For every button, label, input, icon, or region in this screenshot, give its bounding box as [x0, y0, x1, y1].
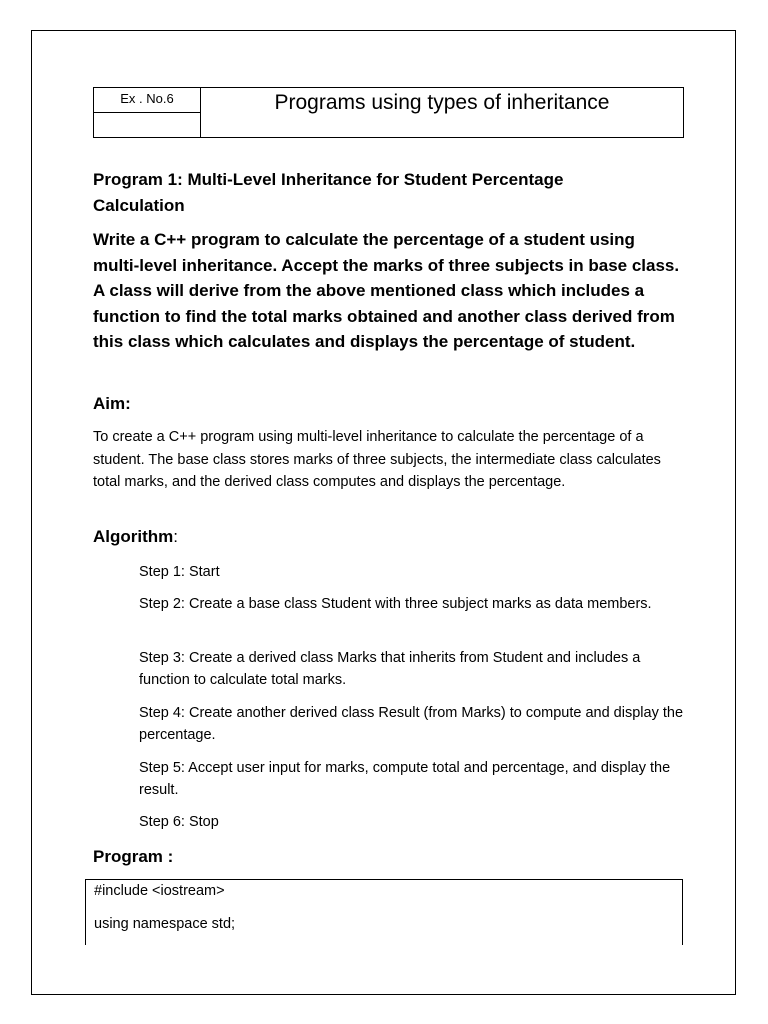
code-line: #include <iostream> — [94, 883, 225, 899]
algorithm-heading-label: Algorithm — [93, 527, 174, 546]
algorithm-step: Step 4: Create another derived class Result (from Marks) to compute and display the percentage. — [139, 705, 684, 743]
algorithm-step: Step 1: Start — [139, 564, 220, 580]
exercise-title: Programs using types of inheritance — [274, 91, 610, 114]
algorithm-heading — [93, 525, 178, 549]
task-description: Write a C++ program to calculate the percentage of a student using multi-level inheritance. Accept the marks of three subjects in base class. A class will derive from the above mentioned class which includes a function to find the total marks obtained and another class derived from this class which calculates and displays the percentage of student. — [93, 230, 680, 352]
program-heading: Program : — [93, 847, 174, 866]
exercise-header-table — [93, 87, 684, 138]
algorithm-step: Step 2: Create a base class Student with three subject marks as data members. — [139, 596, 652, 612]
aim-heading: Aim: — [93, 394, 131, 413]
algorithm-heading-colon: : — [173, 527, 179, 546]
algorithm-step: Step 3: Create a derived class Marks that inherits from Student and includes a function to calculate total marks. — [139, 650, 641, 688]
aim-text: To create a C++ program using multi-level inheritance to calculate the percentage of a student. The base class stores marks of three subjects, the intermediate class calculates total marks, and the derived class computes and displays the percentage. — [93, 429, 661, 491]
code-line: using namespace std; — [94, 916, 236, 932]
exercise-number-cell — [94, 88, 201, 137]
program-title: Program 1: Multi-Level Inheritance for Student Percentage Calculation — [93, 170, 564, 215]
algorithm-step: Step 6: Stop — [139, 814, 219, 830]
algorithm-step: Step 5: Accept user input for marks, compute total and percentage, and display the result. — [139, 760, 671, 798]
code-block — [85, 879, 683, 945]
exercise-number: Ex . No.6 — [94, 88, 200, 113]
